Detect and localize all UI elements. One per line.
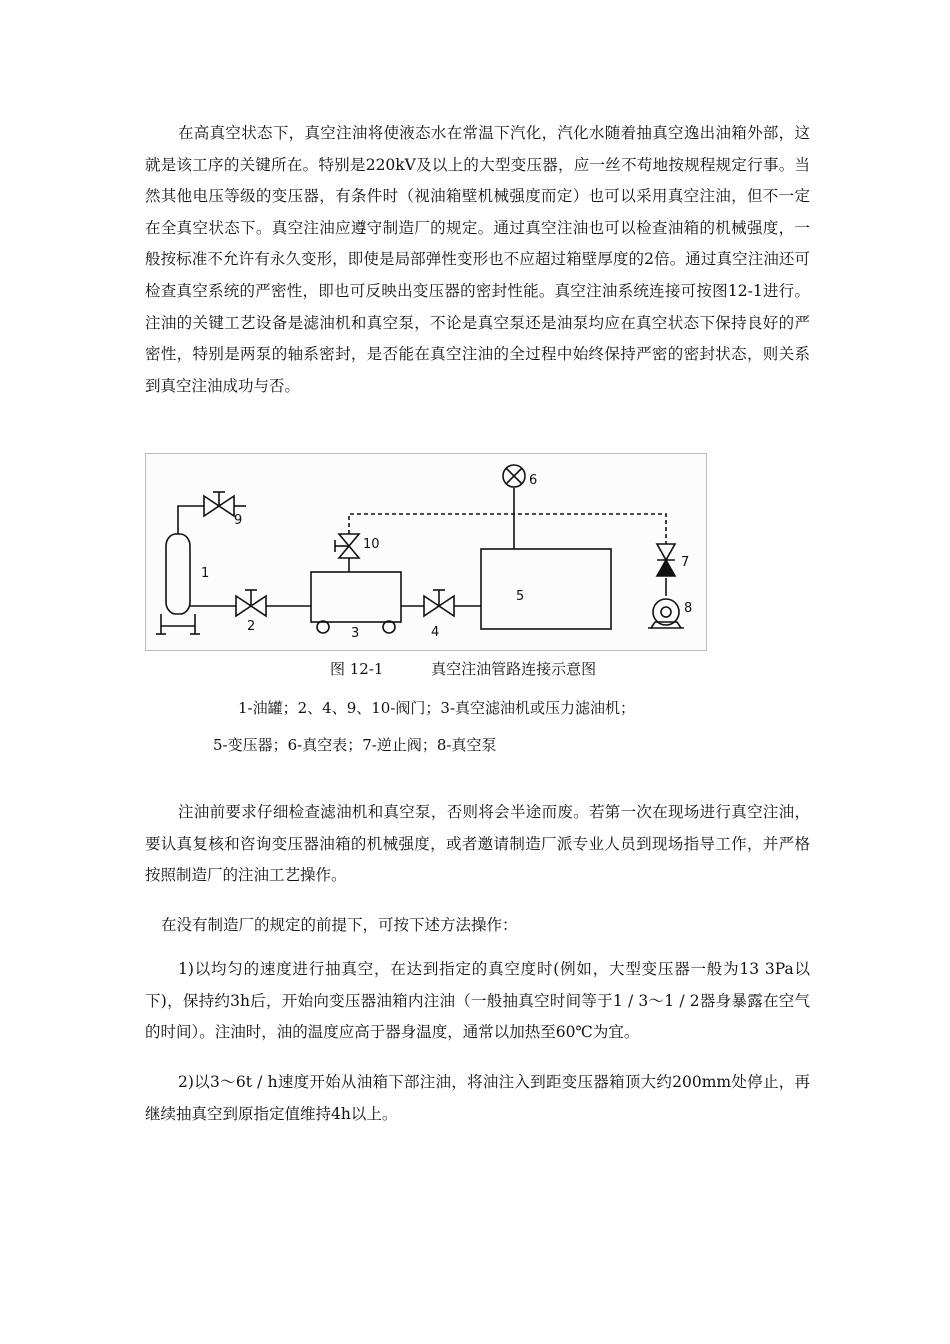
valve-4-shape [424, 596, 439, 616]
check-valve-shape-top [657, 544, 675, 560]
valve-10-shape [339, 534, 359, 546]
paragraph-method-intro: 在没有制造厂的规定的前提下，可按下述方法操作： [161, 916, 518, 934]
label-6: 6 [529, 473, 538, 488]
label-1: 1 [201, 566, 210, 581]
valve-2-shape [236, 596, 251, 616]
label-10: 10 [363, 537, 380, 552]
figure-12-1-diagram [145, 453, 707, 651]
label-4: 4 [431, 625, 440, 640]
paragraph-intro: 在高真空状态下，真空注油将使液态水在常温下汽化，汽化水随着抽真空逸出油箱外部，这就是该工序的关键所在。特别是220kV及以上的大型变压器，应一丝不苟地按规程规定行事。当然其他电压等级的变压器，有条件时（视油箱壁机械强度而定）也可以采用真空注油，但不一定在全真空状态下。真空注油应遵守制造厂的规定。通过真空注油也可以检查油箱的机械强度，一般按标准不允许有永久变形，即使是局部弹性变形也不应超过箱壁厚度的2倍。通过真空注油还可检查真空系统的严密性，即也可反映出变压器的密封性能。真空注油系统连接可按图12-1进行。注油的关键工艺设备是滤油机和真空泵，不论是真空泵还是油泵均应在真空状态下保持良好的严密性，特别是两泵的轴系密封，是否能在真空注油的全过程中始终保持严密的密封状态，则关系到真空注油成功与否。 [145, 124, 810, 395]
label-8: 8 [684, 601, 693, 616]
vacuum-pump-shape [653, 599, 679, 625]
oil-filter-shape [311, 572, 401, 622]
figure-legend-line-2: 5-变压器；6-真空表；7-逆止阀；8-真空泵 [213, 736, 497, 754]
figure-legend-line-1: 1-油罐；2、4、9、10-阀门；3-真空滤油机或压力滤油机； [238, 699, 636, 717]
paragraph-inspection: 注油前要求仔细检查滤油机和真空泵，否则将会半途而废。若第一次在现场进行真空注油，要认真复核和咨询变压器油箱的机械强度，或者邀请制造厂派专业人员到现场指导工作，并严格按照制造厂的注油工艺操作。 [145, 803, 810, 885]
label-9: 9 [234, 513, 243, 528]
oil-tank-shape [166, 534, 190, 614]
figure-caption [330, 658, 596, 679]
label-3: 3 [351, 626, 360, 641]
figure-number: 图 12-1 [330, 660, 384, 678]
check-valve-shape-bottom [657, 560, 675, 576]
valve-9-shape [204, 496, 219, 516]
paragraph-step-2: 2)以3～6t / h速度开始从油箱下部注油，将油注入到距变压器箱顶大约200mm处停止，再继续抽真空到原指定值维持4h以上。 [145, 1073, 810, 1123]
label-7: 7 [681, 555, 690, 570]
label-5: 5 [516, 589, 525, 604]
paragraph-step-1: 1)以均匀的速度进行抽真空，在达到指定的真空度时(例如，大型变压器一般为13 3Pa以下)，保持约3h后，开始向变压器油箱内注油（一般抽真空时间等于1 / 3～1 / 2器身暴露在空气的时间）。注油时，油的温度应高于器身温度，通常以加热至60℃为宜。 [145, 960, 810, 1042]
figure-title: 真空注油管路连接示意图 [431, 660, 597, 678]
transformer-shape [481, 549, 611, 629]
label-2: 2 [247, 619, 256, 634]
